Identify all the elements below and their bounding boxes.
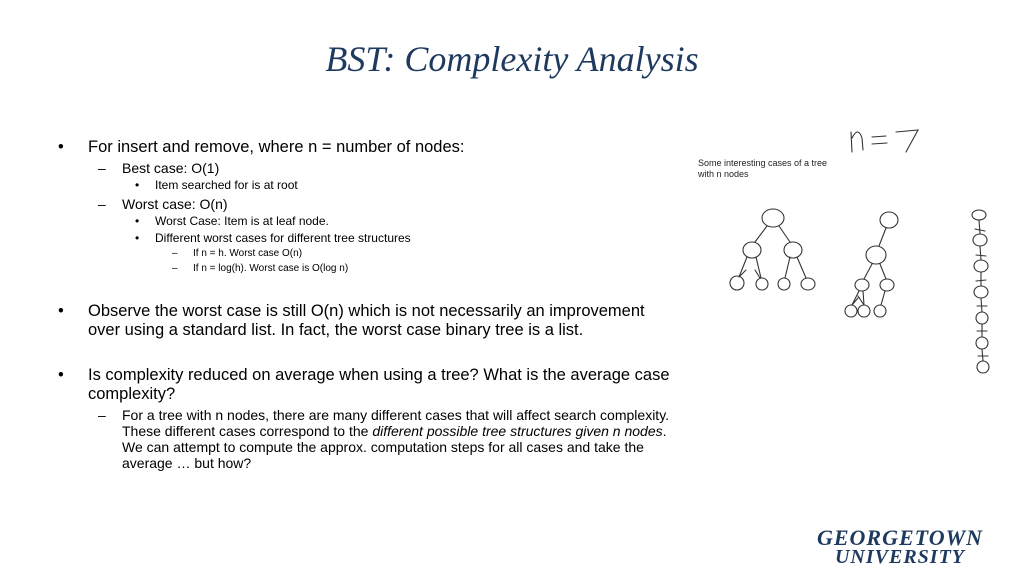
bullet-average-case: • Is complexity reduced on average when using a tree? What is the average case complexity? — [58, 366, 670, 403]
georgetown-logo — [800, 525, 1000, 568]
figure-note: Some interesting cases of a tree with n nodes — [698, 158, 828, 179]
sub-bullet-best-case: – Best case: O(1) — [98, 160, 220, 176]
sub-sub-bullet: • Item searched for is at root — [135, 178, 298, 192]
bullet-text-post: . We can attempt to compute the approx. computation steps for all cases and take the average … but how? — [122, 423, 667, 471]
chain-tree-sketch — [972, 210, 989, 373]
logo-line-1: GEORGETOWN — [816, 525, 984, 550]
balanced-tree-sketch — [730, 209, 815, 290]
level4-bullet: – If n = h. Worst case O(n) — [172, 248, 303, 259]
bullet-text: Is complexity reduced on average when using a tree? What is the average case complexity? — [88, 366, 670, 403]
skewed-tree-sketch — [845, 212, 898, 317]
bullet-worst-case-observation: • Observe the worst case is still O(n) which is not necessarily an improvement over using a standard list. In fact, the worst case binary tree is a list. — [58, 302, 645, 339]
sub-bullet-tree-cases: – For a tree with n nodes, there are many different cases that will affect search complexity. These different cases correspond to the different possible tree structures given n nodes. We can attempt to compute the approx. computation steps for all cases and take the average … but how? — [98, 407, 670, 471]
slide-title: BST: Complexity Analysis — [325, 39, 699, 79]
bullet-text: Different worst cases for different tree structures — [155, 231, 411, 245]
bullet-text: Worst Case: Item is at leaf node. — [155, 214, 329, 228]
sub-sub-bullet: • Different worst cases for different tree structures — [135, 231, 411, 245]
sub-bullet-worst-case: – Worst case: O(n) — [98, 196, 228, 212]
bullet-insert-remove: • For insert and remove, where n = number of nodes: — [58, 138, 465, 156]
bullet-text: Worst case: O(n) — [122, 196, 228, 212]
logo-line-2: UNIVERSITY — [834, 546, 966, 568]
bullet-text: Best case: O(1) — [122, 160, 220, 176]
bullet-text-emphasis: different possible tree structures given n nodes — [372, 423, 663, 439]
bullet-text: If n = h. Worst case O(n) — [193, 248, 303, 259]
bullet-text: For insert and remove, where n = number of nodes: — [88, 138, 465, 156]
bullet-text: If n = log(h). Worst case is O(log n) — [193, 263, 349, 274]
sub-sub-bullet: • Worst Case: Item is at leaf node. — [135, 214, 329, 228]
bullet-text: Observe the worst case is still O(n) which is not necessarily an improvement over using a standard list. In fact, the worst case binary tree is a list. — [88, 302, 645, 339]
bullet-text: Item searched for is at root — [155, 178, 298, 192]
bullet-text-pre: For a tree with n nodes, there are many different cases that will affect search complexity. These different cases correspond to the — [122, 407, 670, 439]
level4-bullet: – If n = log(h). Worst case is O(log n) — [172, 263, 349, 274]
handwritten-n-equals-7 — [851, 130, 918, 152]
